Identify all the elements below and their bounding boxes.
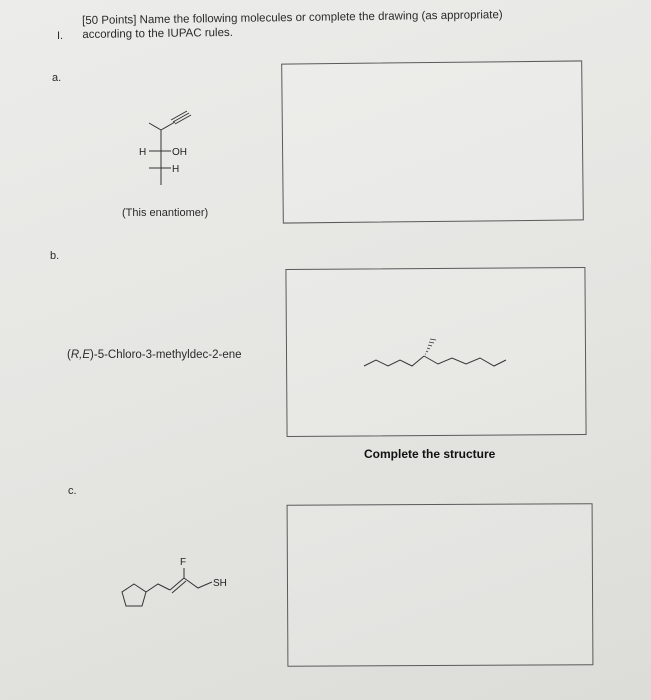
part-c-label: c. — [68, 485, 77, 497]
compound-name-rest: -5-Chloro-3-methyldec-2-ene — [93, 349, 242, 361]
chain-ring-to-alkene — [146, 584, 170, 592]
carbon-chain-left — [364, 356, 424, 366]
question-prompt-line2: according to the IUPAC rules. — [82, 26, 234, 41]
chain-to-sh — [184, 578, 212, 588]
hashed-wedge — [425, 339, 436, 354]
cyclopentane-ring — [122, 584, 146, 606]
bond-right-branch — [161, 122, 175, 130]
complete-structure-instruction: Complete the structure — [364, 447, 496, 461]
answer-box-a[interactable] — [281, 60, 584, 223]
enantiomer-note: (This enantiomer) — [122, 207, 209, 219]
answer-box-c[interactable] — [287, 503, 594, 667]
atom-f: F — [180, 557, 187, 568]
atom-sh: SH — [213, 578, 227, 589]
part-b-compound-name: (R,E)-5-Chloro-3-methyldec-2-ene — [67, 349, 242, 361]
bond-left-branch — [149, 123, 161, 130]
fischer-left-h: H — [139, 147, 147, 158]
carbon-chain-right — [424, 356, 506, 366]
part-a-fischer-structure — [125, 105, 215, 185]
question-prompt — [82, 8, 503, 42]
part-b-skeletal-structure — [360, 332, 520, 382]
part-c-skeletal-structure — [112, 550, 252, 620]
stereo-descriptor: R,E — [70, 349, 91, 361]
fischer-right-h: H — [172, 164, 180, 175]
part-a-label: a. — [52, 72, 62, 84]
question-number: I. — [57, 30, 64, 42]
question-prompt-line1: [50 Points] Name the following molecules or complete the drawing (as appropriate) — [82, 9, 503, 27]
fischer-right-oh: OH — [172, 147, 187, 158]
part-b-label: b. — [50, 250, 60, 262]
